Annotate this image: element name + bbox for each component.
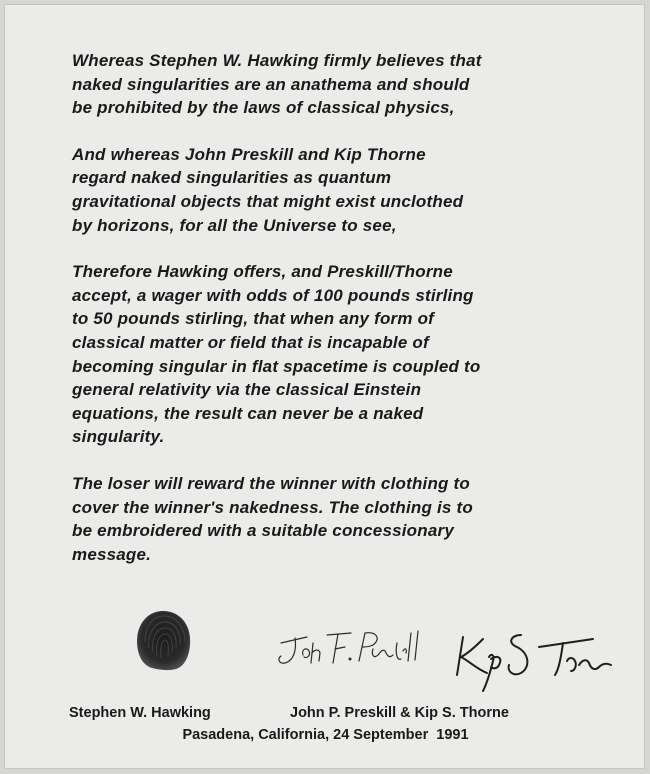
text-line: And whereas John Preskill and Kip Thorne [72,144,426,164]
paragraph-loser-reward [72,472,612,566]
text-line: accept, a wager with odds of 100 pounds stirling [72,285,474,305]
paragraph-whereas-hawking [72,49,612,120]
text-line: be prohibited by the laws of classical physics, [72,98,455,118]
text-line: message. [72,544,152,564]
text-line: be embroidered with a suitable concessionary [72,521,454,541]
hawking-name: Stephen W. Hawking [69,705,211,721]
thumbprint-icon [133,608,193,672]
handwritten-signature [277,613,617,693]
paragraph-whereas-preskill-thorne [72,143,612,237]
text-line: becoming singular in flat spacetime is coupled to [72,356,481,376]
wager-text [72,49,612,589]
place-date-row [5,727,645,749]
text-line: regard naked singularities as quantum [72,168,392,188]
text-line: naked singularities are an anathema and should [72,74,470,94]
text-line: classical matter or field that is incapable of [72,332,429,352]
text-line: Therefore Hawking offers, and Preskill/Thorne [72,262,453,282]
text-line: general relativity via the classical Einstein [72,380,422,400]
preskill-thorne-names: John P. Preskill & Kip S. Thorne [290,705,509,721]
text-line: gravitational objects that might exist unclothed [72,191,464,211]
text-line: The loser will reward the winner with clothing to [72,473,471,493]
paragraph-therefore-wager [72,260,612,449]
text-line: cover the winner's nakedness. The clothing is to [72,497,473,517]
place-and-date: Pasadena, California, 24 September 1991 [182,727,469,743]
signatory-names-row [5,705,645,727]
text-line: to 50 pounds stirling, that when any form of [72,309,435,329]
text-line: by horizons, for all the Universe to see, [72,215,397,235]
text-line: Whereas Stephen W. Hawking firmly believes that [72,51,482,70]
text-line: singularity. [72,427,165,447]
text-line: equations, the result can never be a naked [72,403,424,423]
wager-document [4,4,645,769]
document-footer [5,705,645,749]
